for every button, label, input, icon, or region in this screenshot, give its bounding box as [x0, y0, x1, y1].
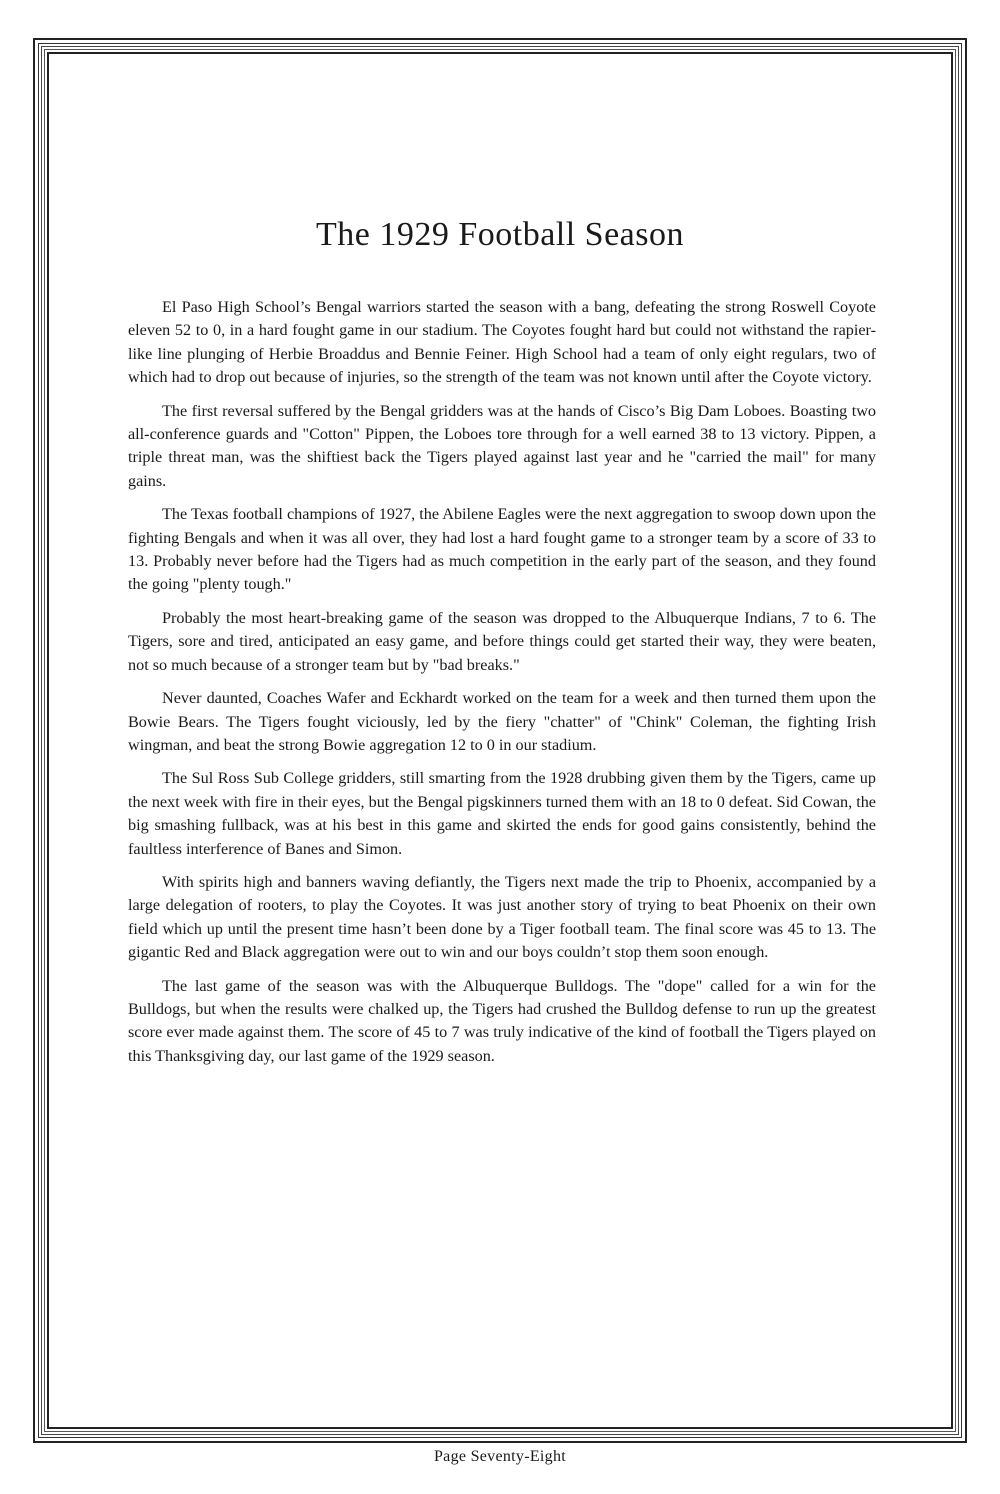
paragraph: Never daunted, Coaches Wafer and Eckhardt worked on the team for a week and then turned them upon the Bowie Bears. The Tigers fought viciously, led by the fiery "chatter" of "Chink" Coleman, the fighting Irish wingman, and beat the strong Bowie aggregation 12 to 0 in our stadium. — [128, 689, 876, 754]
paragraph: The first reversal suffered by the Bengal gridders was at the hands of Cisco’s Big Dam Loboes. Boasting two all-conference guards and "Cotton" Pippen, the Loboes tore through for a well earned 38 to 13 victory. Pippen, a triple threat man, was the shiftiest back the Tigers played against last year and he "carried the mail" for many gains. — [128, 401, 876, 490]
page-number: Page Seventy-Eight — [433, 1448, 567, 1465]
paragraph: With spirits high and banners waving defiantly, the Tigers next made the trip to Phoenix, accompanied by a large delegation of rooters, to play the Coyotes. It was just another story of trying to beat Phoenix on their own field which up until the present time hasn’t been done by a Tiger football team. The final score was 45 to 13. The gigantic Red and Black aggregation were out to win and our boys couldn’t stop them soon enough. — [128, 872, 876, 962]
paragraph: Probably the most heart-breaking game of the season was dropped to the Albuquerque Indians, 7 to 6. The Tigers, sore and tired, anticipated an easy game, and before things could get started their way, they were beaten, not so much because of a stronger team but by "bad breaks." — [128, 608, 876, 674]
paragraph: El Paso High School’s Bengal warriors started the season with a bang, defeating the strong Roswell Coyote eleven 52 to 0, in a hard fought game in our stadium. The Coyotes fought hard but could not withstand the rapier-like line plunging of Herbie Broaddus and Bennie Feiner. High School had a team of only eight regulars, two of which had to drop out because of injuries, so the strength of the team was not known until after the Coyote victory. — [128, 298, 876, 387]
paragraph: The last game of the season was with the Albuquerque Bulldogs. The "dope" called for a win for the Bulldogs, but when the results were chalked up, the Tigers had crushed the Bulldog defense to run up the greatest score ever made against them. The score of 45 to 7 was truly indicative of the kind of football the Tigers played on this Thanksgiving day, our last game of the 1929 season. — [128, 976, 876, 1065]
page-title: The 1929 Football Season — [315, 216, 685, 253]
paragraph: The Sul Ross Sub College gridders, still smarting from the 1928 drubbing given them by the Tigers, came up the next week with fire in their eyes, but the Bengal pigskinners turned them with an 18 to 0 defeat. Sid Cowan, the big smashing fullback, was at his best in this game and skirted the ends for good gains consistently, behind the faultless interference of Banes and Simon. — [128, 769, 876, 858]
paragraph: The Texas football champions of 1927, the Abilene Eagles were the next aggregation to swoop down upon the fighting Bengals and when it was all over, they had lost a hard fought game to a stronger team by a score of 33 to 13. Probably never before had the Tigers had as much competition in the early part of the season, and they found the going "plenty tough." — [128, 505, 876, 594]
article-body — [128, 296, 876, 1078]
